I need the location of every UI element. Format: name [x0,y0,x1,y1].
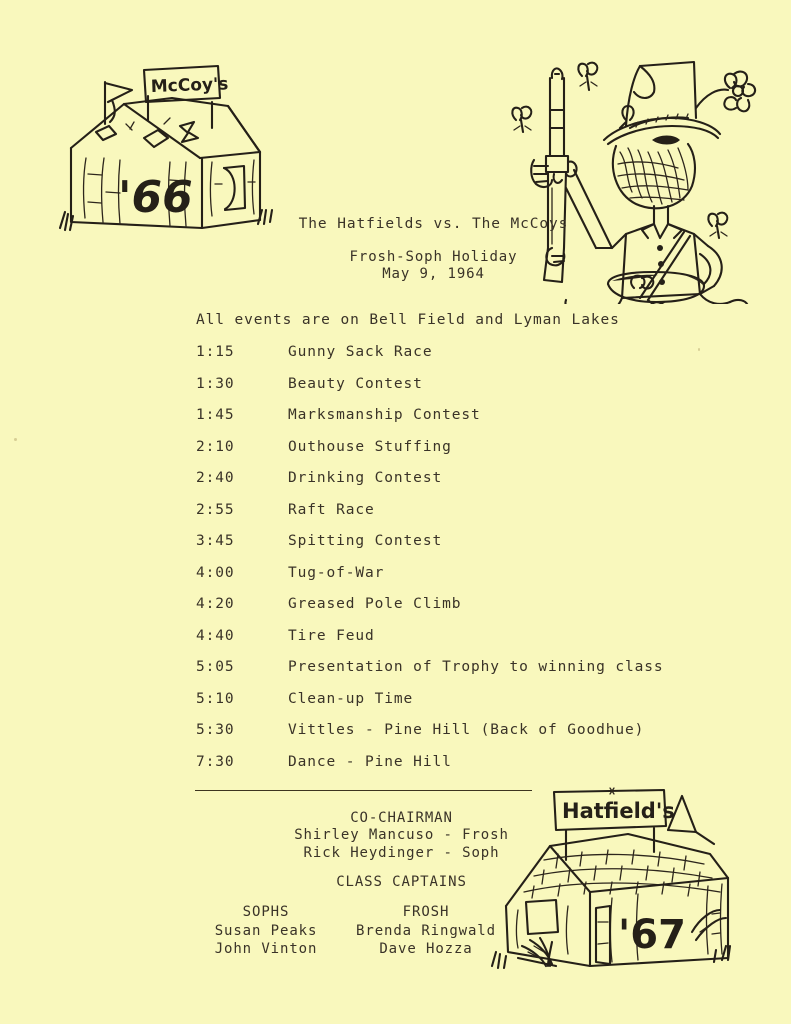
schedule-time: 2:55 [196,501,235,518]
schedule-time: 2:40 [196,470,235,486]
captain-column [186,903,346,959]
class-captains-heading: CLASS CAPTAINS [336,874,467,890]
schedule-event: Tire Feud [288,627,375,644]
schedule-row [196,407,716,439]
captain-column [346,903,506,959]
hatfields-sign-text: Hatfield's [562,799,675,823]
section-divider [195,790,532,791]
captain-name: John Vinton [214,941,318,957]
schedule-event: Drinking Contest [288,470,443,486]
schedule-event: Vittles - Pine Hill (Back of Goodhue) [288,722,645,738]
schedule-event: Greased Pole Climb [288,596,462,612]
event-schedule [196,344,716,785]
cochairman-heading: CO-CHAIRMAN [350,810,453,826]
schedule-time: 5:30 [196,722,235,738]
mccoys-wall-year: '66 [118,172,193,223]
bee-decoration-2 [578,63,597,90]
schedule-time: 5:05 [196,659,235,675]
page-subtitle [0,249,791,283]
schedule-row [196,628,716,660]
schedule-event: Presentation of Trophy to winning class [288,659,664,675]
schedule-row [196,659,716,691]
cochairman-name-1: Shirley Mancuso - Frosh [294,827,509,843]
cochairman-name-2: Rick Heydinger - Soph [303,844,500,861]
schedule-time: 4:20 [196,596,235,612]
schedule-row [196,596,716,628]
venue-note: All events are on Bell Field and Lyman Lakes [196,312,620,328]
schedule-event: Outhouse Stuffing [288,438,452,455]
hatfields-wall-year: '67 [618,912,686,958]
schedule-event: Gunny Sack Race [288,344,433,360]
schedule-event: Spitting Contest [288,533,443,549]
schedule-time: 1:45 [196,407,235,423]
schedule-event: Tug-of-War [288,564,385,581]
page-title: The Hatfields vs. The McCoys [298,216,569,232]
cochairman-names [0,827,791,862]
schedule-time: 4:40 [196,627,235,644]
schedule-time: 5:10 [196,690,235,707]
captain-group-label: SOPHS [242,904,290,920]
schedule-row [196,502,716,534]
mccoys-sign-text: McCoy's [150,74,229,97]
schedule-event: Beauty Contest [288,375,423,392]
class-captains-columns [186,903,506,959]
flower-decoration [724,72,755,112]
schedule-time: 1:15 [196,344,235,360]
schedule-time: 7:30 [196,753,235,770]
paper-fleck [698,348,700,351]
schedule-row [196,754,716,786]
schedule-event: Raft Race [288,501,375,518]
schedule-time: 4:00 [196,564,235,581]
captain-name: Susan Peaks [214,922,318,939]
captain-group-label: FROSH [402,904,450,920]
schedule-time: 2:10 [196,438,235,455]
captain-name: Brenda Ringwald [356,922,496,939]
bee-decoration-1 [512,107,531,132]
schedule-event: Clean-up Time [288,690,414,707]
paper-fleck [14,438,17,441]
schedule-row [196,533,716,565]
captain-name: Dave Hozza [379,941,473,957]
schedule-row [196,376,716,408]
schedule-time: 1:30 [196,375,235,392]
schedule-event: Dance - Pine Hill [288,753,452,770]
schedule-row [196,565,716,597]
schedule-row [196,470,716,502]
schedule-event: Marksmanship Contest [288,407,481,423]
subtitle-line-2: May 9, 1964 [382,266,485,282]
schedule-row [196,722,716,754]
schedule-row [196,344,716,376]
schedule-row [196,439,716,471]
subtitle-line-1: Frosh-Soph Holiday [349,249,518,265]
schedule-row [196,691,716,723]
schedule-time: 3:45 [196,533,235,549]
